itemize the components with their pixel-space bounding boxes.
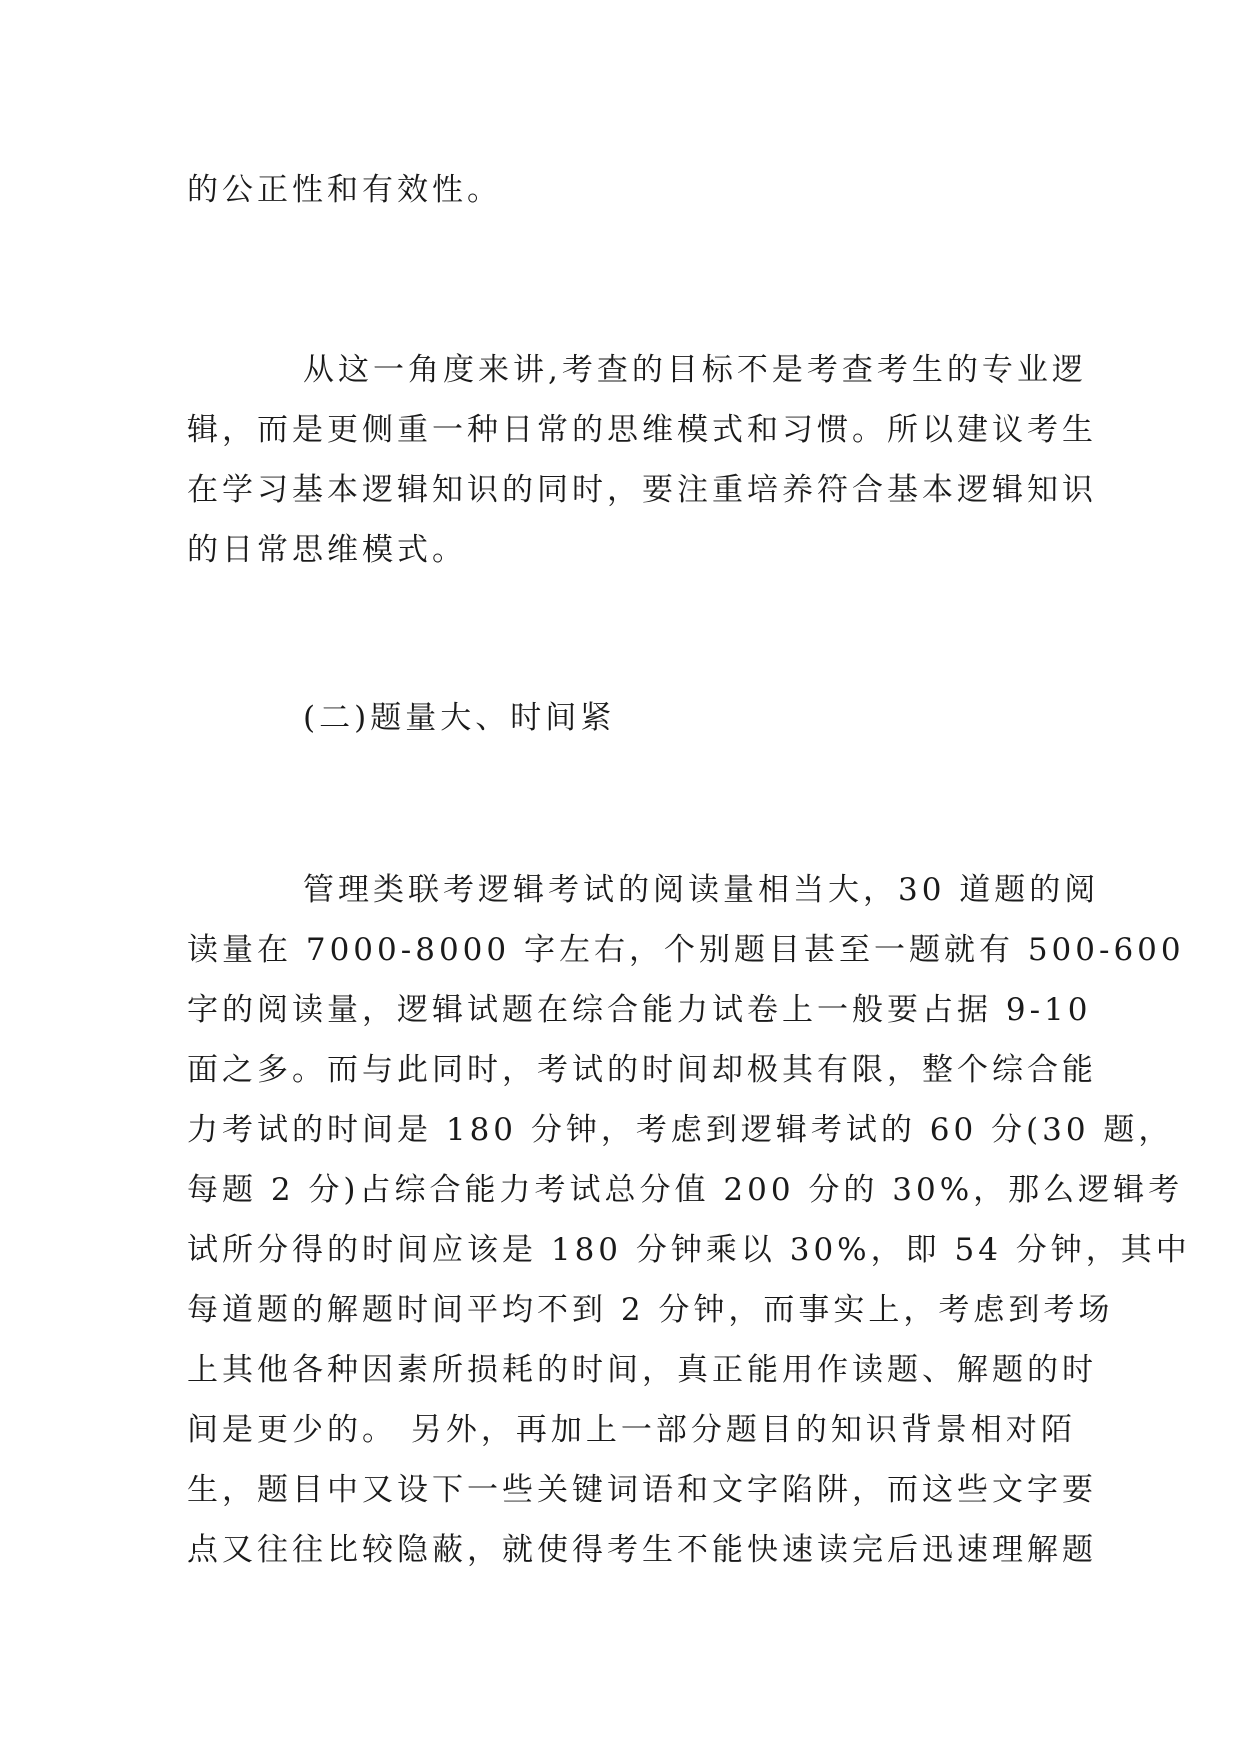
paragraph-thinking-mode: [187, 340, 1097, 580]
text-line: 在学习基本逻辑知识的同时，要注重培养符合基本逻辑知识: [187, 472, 1097, 508]
text-line: 点又往往比较隐蔽，就使得考生不能快速读完后迅速理解题: [187, 1532, 1097, 1568]
text-line: 上其他各种因素所损耗的时间，真正能用作读题、解题的时: [187, 1352, 1097, 1388]
text-line: 力考试的时间是 180 分钟，考虑到逻辑考试的 60 分(30 题，: [187, 1112, 1174, 1148]
paragraph-conclusion-fragment: [187, 160, 1067, 220]
paragraph-reading-load: [187, 860, 1191, 1580]
text-line: 字的阅读量，逻辑试题在综合能力试卷上一般要占据 9-10: [187, 992, 1092, 1028]
heading-text: (二)题量大、时间紧: [303, 700, 616, 736]
text-line: 每道题的解题时间平均不到 2 分钟，而事实上，考虑到考场: [187, 1292, 1114, 1328]
text-line: 间是更少的。 另外，再加上一部分题目的知识背景相对陌: [187, 1412, 1076, 1448]
text-line: 的日常思维模式。: [187, 532, 467, 568]
text-line: 试所分得的时间应该是 180 分钟乘以 30%，即 54 分钟，其中: [187, 1232, 1191, 1268]
section-heading: [187, 688, 1067, 748]
text-line: 从这一角度来讲,考查的目标不是考查考生的专业逻: [303, 352, 1087, 388]
text-line: 的公正性和有效性。: [187, 172, 502, 208]
text-line: 生，题目中又设下一些关键词语和文字陷阱，而这些文字要: [187, 1472, 1097, 1508]
text-line: 面之多。而与此同时，考试的时间却极其有限，整个综合能: [187, 1052, 1097, 1088]
text-line: 每题 2 分)占综合能力考试总分值 200 分的 30%，那么逻辑考: [187, 1172, 1184, 1208]
text-line: 管理类联考逻辑考试的阅读量相当大，30 道题的阅: [303, 872, 1100, 908]
text-line: 辑，而是更侧重一种日常的思维模式和习惯。所以建议考生: [187, 412, 1097, 448]
text-line: 读量在 7000-8000 字左右，个别题目甚至一题就有 500-600: [187, 932, 1185, 968]
